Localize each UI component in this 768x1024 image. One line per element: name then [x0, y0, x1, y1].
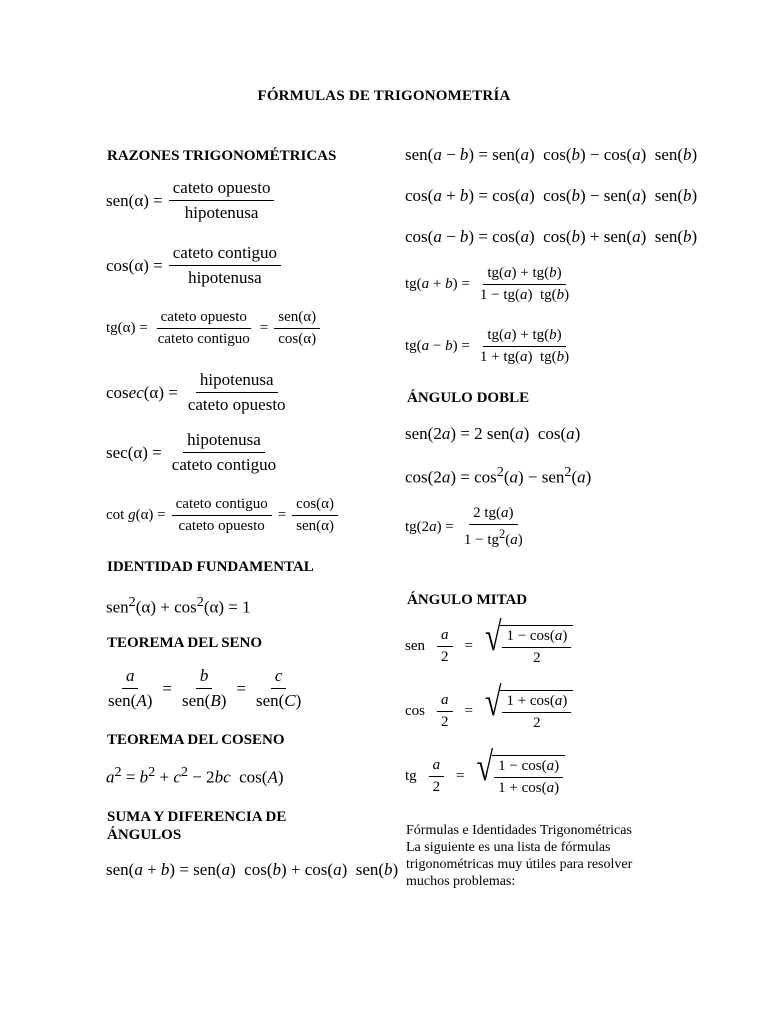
- formula-cosec: cosec(α) = $\frac{\text{hipotenusa}}{\text{cateto opuesto}}$: [106, 370, 286, 414]
- formula-tg-resta: tg(a − b) = $\frac{tg(a) + tg(b)}{1 + tg(a) tg(b)}$: [405, 327, 570, 365]
- formula-tg-doble: tg(2a) = $\frac{2 tg(a)}{1 - tg^2(a)}$: [405, 505, 523, 548]
- formula-tg: tg(α) = $\frac{\text{cateto opuesto}}{\text{cateto contiguo}}$ = $\frac{\text{sen(α)}}{\cos(\alpha)}$: [106, 309, 320, 348]
- formula-tg-suma: tg(a + b) = $\frac{tg(a) + tg(b)}{1 - tg(a) tg(b)}$: [405, 265, 570, 303]
- note-line-3: trigonométricas muy útiles para resolver: [406, 857, 633, 872]
- heading-razones: RAZONES TRIGONOMÉTRICAS: [107, 148, 337, 164]
- formula-sen-resta: sen(a − b) = sen(a) cos(b) − cos(a) sen(b): [405, 145, 698, 164]
- formula-cos: cos(α) = $\frac{\text{cateto contiguo}}{\text{hipotenusa}}$: [106, 243, 281, 288]
- formula-sec: sec(α) = $\frac{\text{hipotenusa}}{\text{cateto contiguo}}$: [106, 430, 277, 474]
- formula-cos-resta: cos(a − b) = cos(a) cos(b) + sen(a) sen(b): [405, 227, 698, 246]
- formula-sen-suma: sen(a + b) = sen(a) cos(b) + cos(a) sen(b): [106, 860, 399, 879]
- heading-suma: SUMA Y DIFERENCIA DE ÁNGULOS: [107, 809, 287, 843]
- page-title: FÓRMULAS DE TRIGONOMETRÍA: [257, 88, 511, 104]
- heading-seno: TEOREMA DEL SENO: [107, 635, 263, 651]
- heading-doble: ÁNGULO DOBLE: [407, 390, 530, 406]
- formula-identidad: $sen^2(\alpha) + \cos^2(\alpha) = 1$: [106, 594, 251, 617]
- formula-sen-mitad: sen $\frac{a}{2}$ = √ $\frac{1 - \cos(a)}{2}$: [405, 625, 573, 667]
- note-line-2: La siguiente es una lista de fórmulas: [406, 840, 611, 855]
- formula-tg-mitad: tg $\frac{a}{2}$ = √ $\frac{1 - \cos(a)}{1 + \cos(a)}$: [405, 755, 565, 797]
- intro-note: [406, 822, 706, 890]
- formula-cotg: cot g(α) = $\frac{\text{cateto contiguo}}{\text{cateto opuesto}}$ = $\frac{\cos(\alpha)}{\text{sen(α)}}$: [106, 496, 338, 535]
- heading-identidad: IDENTIDAD FUNDAMENTAL: [107, 559, 314, 575]
- formula-cos-suma: cos(a + b) = cos(a) cos(b) − sen(a) sen(b): [405, 186, 698, 205]
- heading-mitad: ÁNGULO MITAD: [407, 592, 528, 608]
- formula-cos-doble: $\cos(2a) = \cos^2(a) - sen^2(a)$: [405, 464, 592, 487]
- formula-sen: sen(α) = $\frac{\text{cateto opuesto}}{\text{hipotenusa}}$: [106, 178, 274, 223]
- formula-teorema-coseno: $a^2 = b^2 + c^2 - 2bc$ cos(A): [106, 764, 284, 787]
- note-line-4: muchos problemas:: [406, 874, 516, 889]
- formula-cos-mitad: cos $\frac{a}{2}$ = √ $\frac{1 + \cos(a)}{2}$: [405, 690, 573, 732]
- heading-coseno: TEOREMA DEL COSENO: [107, 732, 285, 748]
- formula-teorema-seno: $\frac{a}{\text{sen(A)}}$ = $\frac{b}{\text{sen(B)}}$ = $\frac{c}{\text{sen(C)}}$: [108, 666, 302, 710]
- note-line-1: Fórmulas e Identidades Trigonométricas: [406, 823, 632, 838]
- formula-sen-doble: sen(2a) = 2 sen(a) cos(a): [405, 424, 581, 443]
